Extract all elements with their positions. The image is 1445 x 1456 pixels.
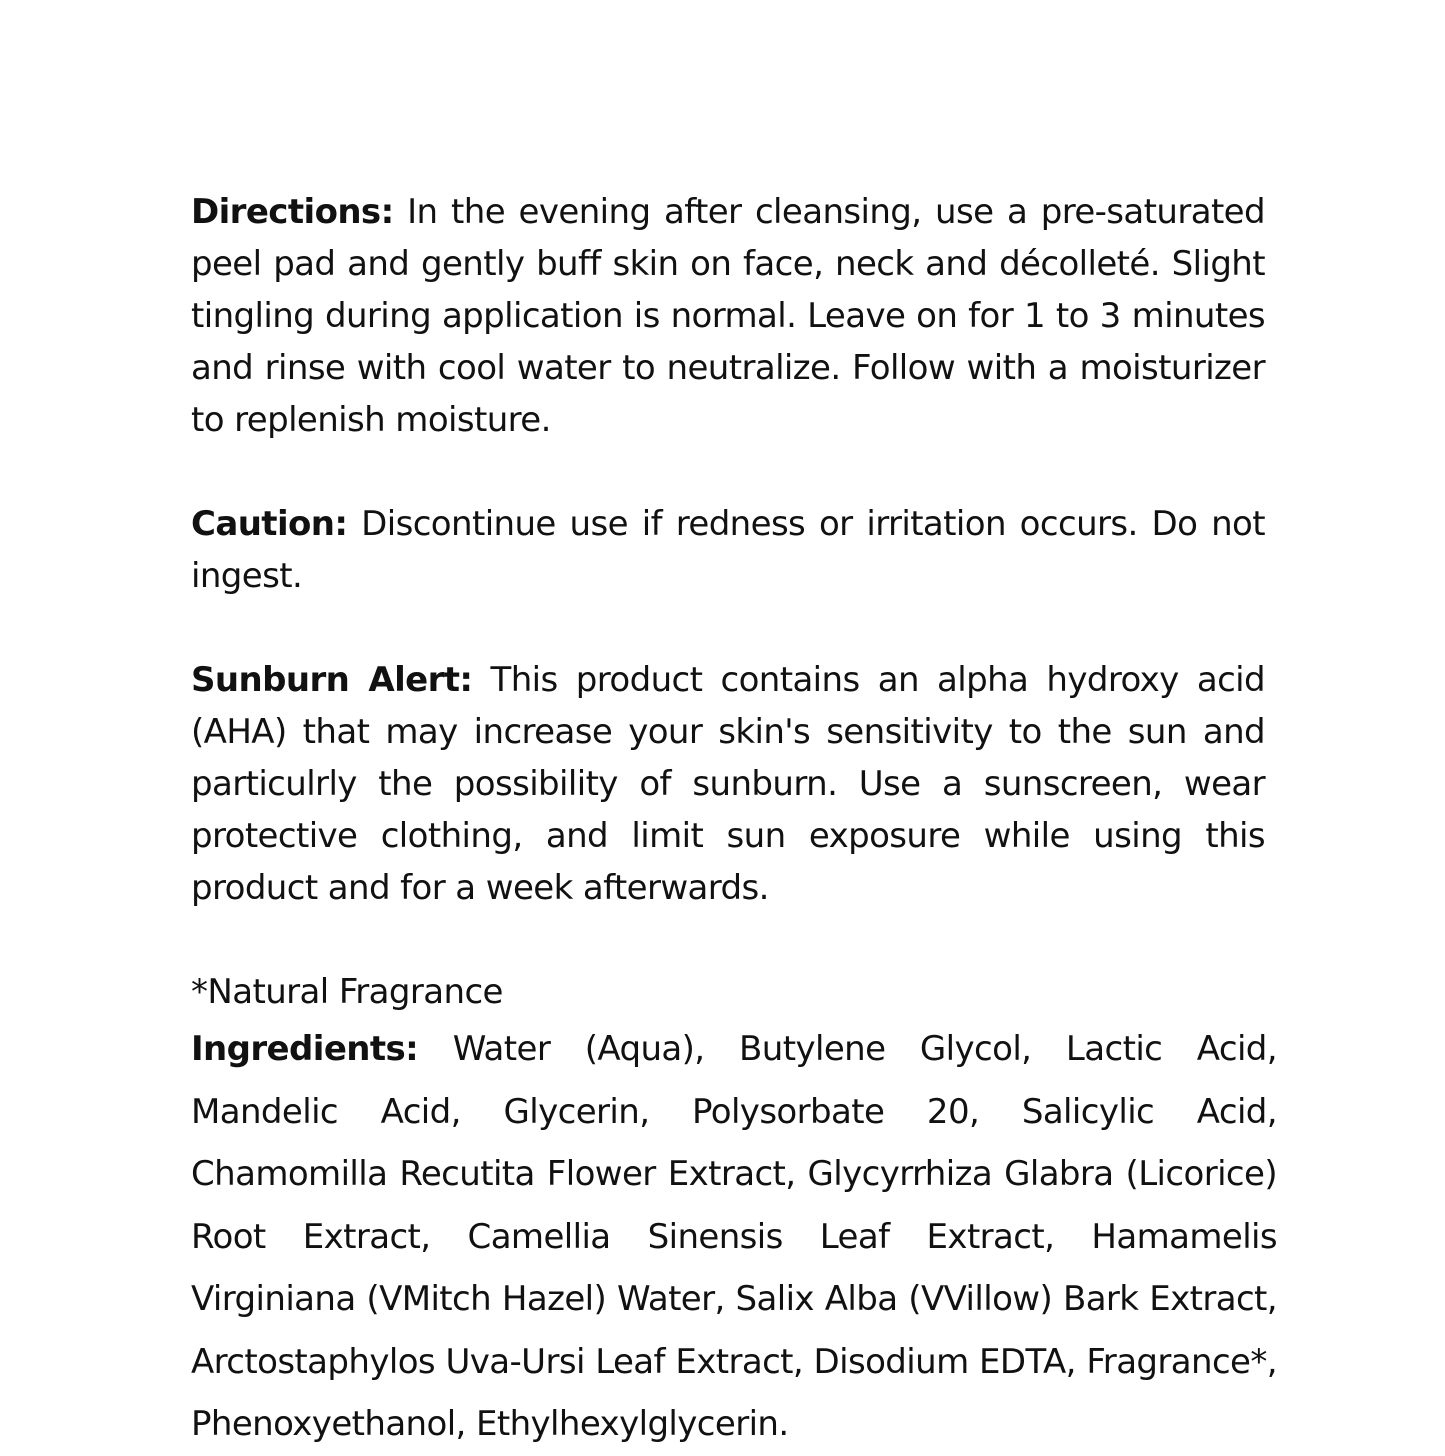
ingredients-text: Water (Aqua), Butylene Glycol, Lactic Acid, Mandelic Acid, Glycerin, Polysorbate 20, Salicylic Acid, Chamomilla Recutita Flower Extract, Glycyrrhiza Glabra (Licorice) Root Extract, Camellia Sinensis Leaf Extract, Hamamelis Virginiana (VMitch Hazel) Water, Salix Alba (VVillow) Bark Extract, Arctostaphylos Uva-Ursi Leaf Extract, Disodium EDTA, Fragrance*, Phenoxyethanol, Ethylhexylglycerin. xyxy=(191,1029,1277,1444)
ingredients-label: Ingredients: xyxy=(191,1029,419,1069)
sunburn-alert-text: This product contains an alpha hydroxy acid (AHA) that may increase your skin's sensitivity to the sun and particulrly the possibility of sunburn. Use a sunscreen, wear protective clothing, and limit sun exposure while using this product and for a week afterwards. xyxy=(191,660,1265,908)
caution-text: Discontinue use if redness or irritation occurs. Do not ingest. xyxy=(191,504,1265,596)
caution-label: Caution: xyxy=(191,504,348,544)
product-label-text xyxy=(191,186,1277,1456)
sunburn-alert-label: Sunburn Alert: xyxy=(191,660,473,700)
caution-paragraph xyxy=(191,498,1265,602)
ingredients-paragraph xyxy=(191,1018,1277,1456)
directions-paragraph xyxy=(191,186,1265,446)
fragrance-note: *Natural Fragrance xyxy=(191,972,503,1012)
directions-label: Directions: xyxy=(191,192,394,232)
directions-text: In the evening after cleansing, use a pre-saturated peel pad and gently buff skin on face, neck and décolleté. Slight tingling during application is normal. Leave on for 1 to 3 minutes and rinse with cool water to neutralize. Follow with a moisturizer to replenish moisture. xyxy=(191,192,1265,440)
sunburn-alert-paragraph xyxy=(191,654,1265,914)
